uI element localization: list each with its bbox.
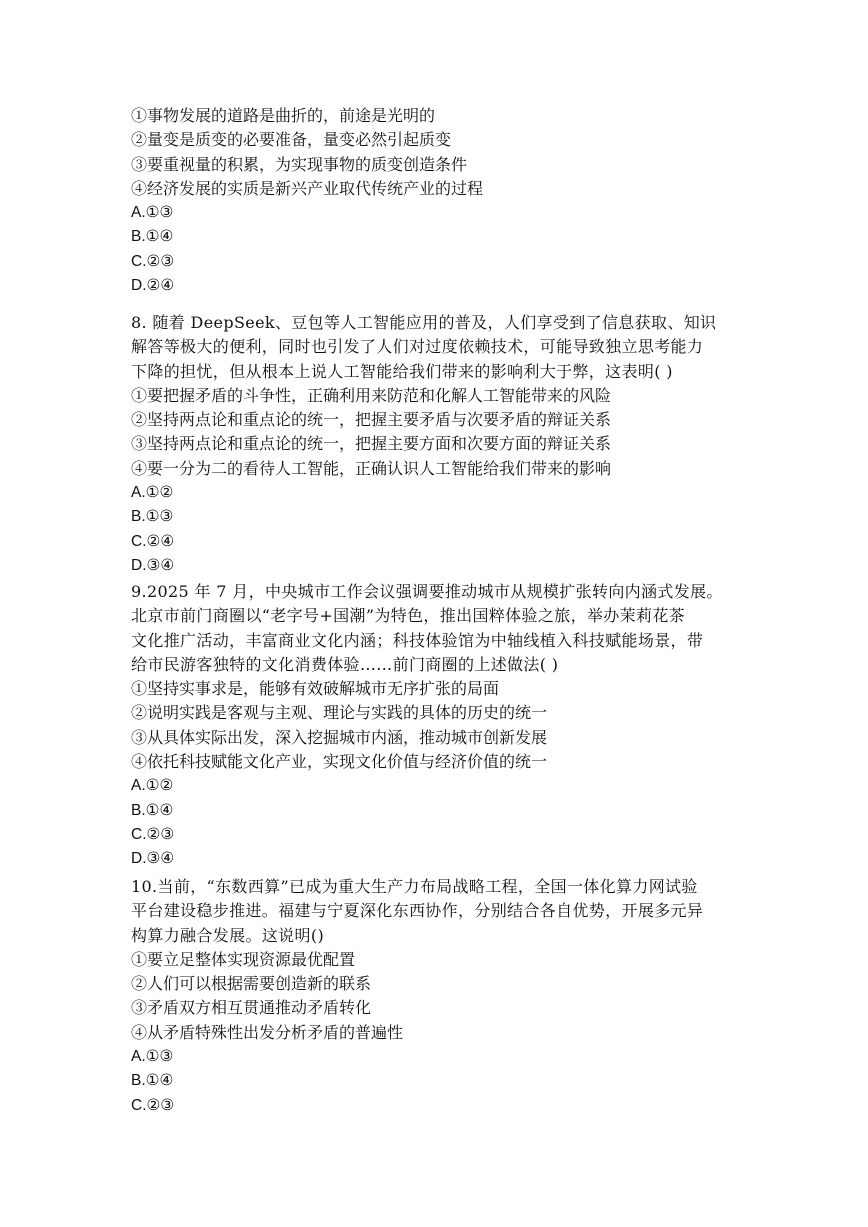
statement-3: ③要重视量的积累，为实现事物的质变创造条件 (131, 154, 468, 174)
question-stem-line: 8. 随着 DeepSeek、豆包等人工智能应用的普及，人们享受到了信息获取、知识 (131, 313, 717, 332)
statement-3: ③坚持两点论和重点论的统一，把握主要方面和次要方面的辩证关系 (131, 434, 612, 454)
option-d: D.③④ (131, 850, 175, 868)
statement-2: ②量变是质变的必要准备，量变必然引起质变 (131, 130, 452, 150)
question-7 (131, 104, 751, 298)
option-d: D.②④ (131, 277, 175, 295)
option-a: A.①③ (131, 204, 174, 222)
option-c: C.②④ (131, 532, 175, 550)
question-9 (131, 580, 751, 872)
question-stem-line: 下降的担忧，但从根本上说人工智能给我们带来的影响利大于弊，这表明( ) (131, 361, 673, 381)
question-stem-line: 平台建设稳步推进。福建与宁夏深化东西协作，分别结合各自优势，开展多元异 (131, 901, 704, 921)
option-d: D.③④ (131, 556, 175, 574)
statement-1: ①要立足整体实现资源最优配置 (131, 949, 356, 969)
question-stem-line: 解答等极大的便利，同时也引发了人们对过度依赖技术，可能导致独立思考能力 (131, 337, 704, 357)
question-stem-line: 给市民游客独特的文化消费体验……前门商圈的上述做法( ) (131, 654, 559, 674)
option-a: A.①② (131, 777, 174, 795)
option-b: B.①④ (131, 801, 174, 819)
question-stem-line: 构算力融合发展。这说明() (131, 925, 325, 945)
statement-1: ①要把握矛盾的斗争性，正确利用来防范和化解人工智能带来的风险 (131, 385, 612, 405)
question-stem-line: 北京市前门商圈以“老字号+国潮”为特色，推出国粹体验之旅，举办茉莉花茶 (131, 606, 686, 626)
option-b: B.①④ (131, 1072, 174, 1090)
statement-1: ①事物发展的道路是曲折的，前途是光明的 (131, 106, 436, 125)
statement-4: ④依托科技赋能文化产业，实现文化价值与经济价值的统一 (131, 752, 548, 772)
option-b: B.①④ (131, 228, 174, 246)
option-b: B.①③ (131, 508, 174, 526)
option-c: C.②③ (131, 825, 175, 843)
statement-2: ②说明实践是客观与主观、理论与实践的具体的历史的统一 (131, 703, 548, 723)
option-a: A.①③ (131, 1048, 174, 1066)
statement-1: ①坚持实事求是，能够有效破解城市无序扩张的局面 (131, 679, 500, 699)
option-a: A.①② (131, 484, 174, 502)
question-8 (131, 311, 751, 578)
question-stem-line: 9.2025 年 7 月，中央城市工作会议强调要推动城市从规模扩张转向内涵式发展。 (131, 582, 723, 601)
question-10 (131, 875, 751, 1118)
statement-4: ④从矛盾特殊性出发分析矛盾的普遍性 (131, 1022, 404, 1042)
statement-3: ③从具体实际出发，深入挖掘城市内涵，推动城市创新发展 (131, 727, 548, 747)
question-stem-line: 文化推广活动，丰富商业文化内涵；科技体验馆为中轴线植入科技赋能场景，带 (131, 630, 704, 650)
statement-3: ③矛盾双方相互贯通推动矛盾转化 (131, 998, 372, 1018)
statement-2: ②人们可以根据需要创造新的联系 (131, 974, 372, 994)
question-stem-line: 10.当前，“东数西算”已成为重大生产力布局战略工程，全国一体化算力网试验 (131, 877, 698, 896)
statement-4: ④要一分为二的看待人工智能，正确认识人工智能给我们带来的影响 (131, 458, 612, 478)
statement-2: ②坚持两点论和重点论的统一，把握主要矛盾与次要矛盾的辩证关系 (131, 410, 612, 430)
statement-4: ④经济发展的实质是新兴产业取代传统产业的过程 (131, 178, 484, 198)
option-c: C.②③ (131, 1096, 175, 1114)
option-c: C.②③ (131, 252, 175, 270)
